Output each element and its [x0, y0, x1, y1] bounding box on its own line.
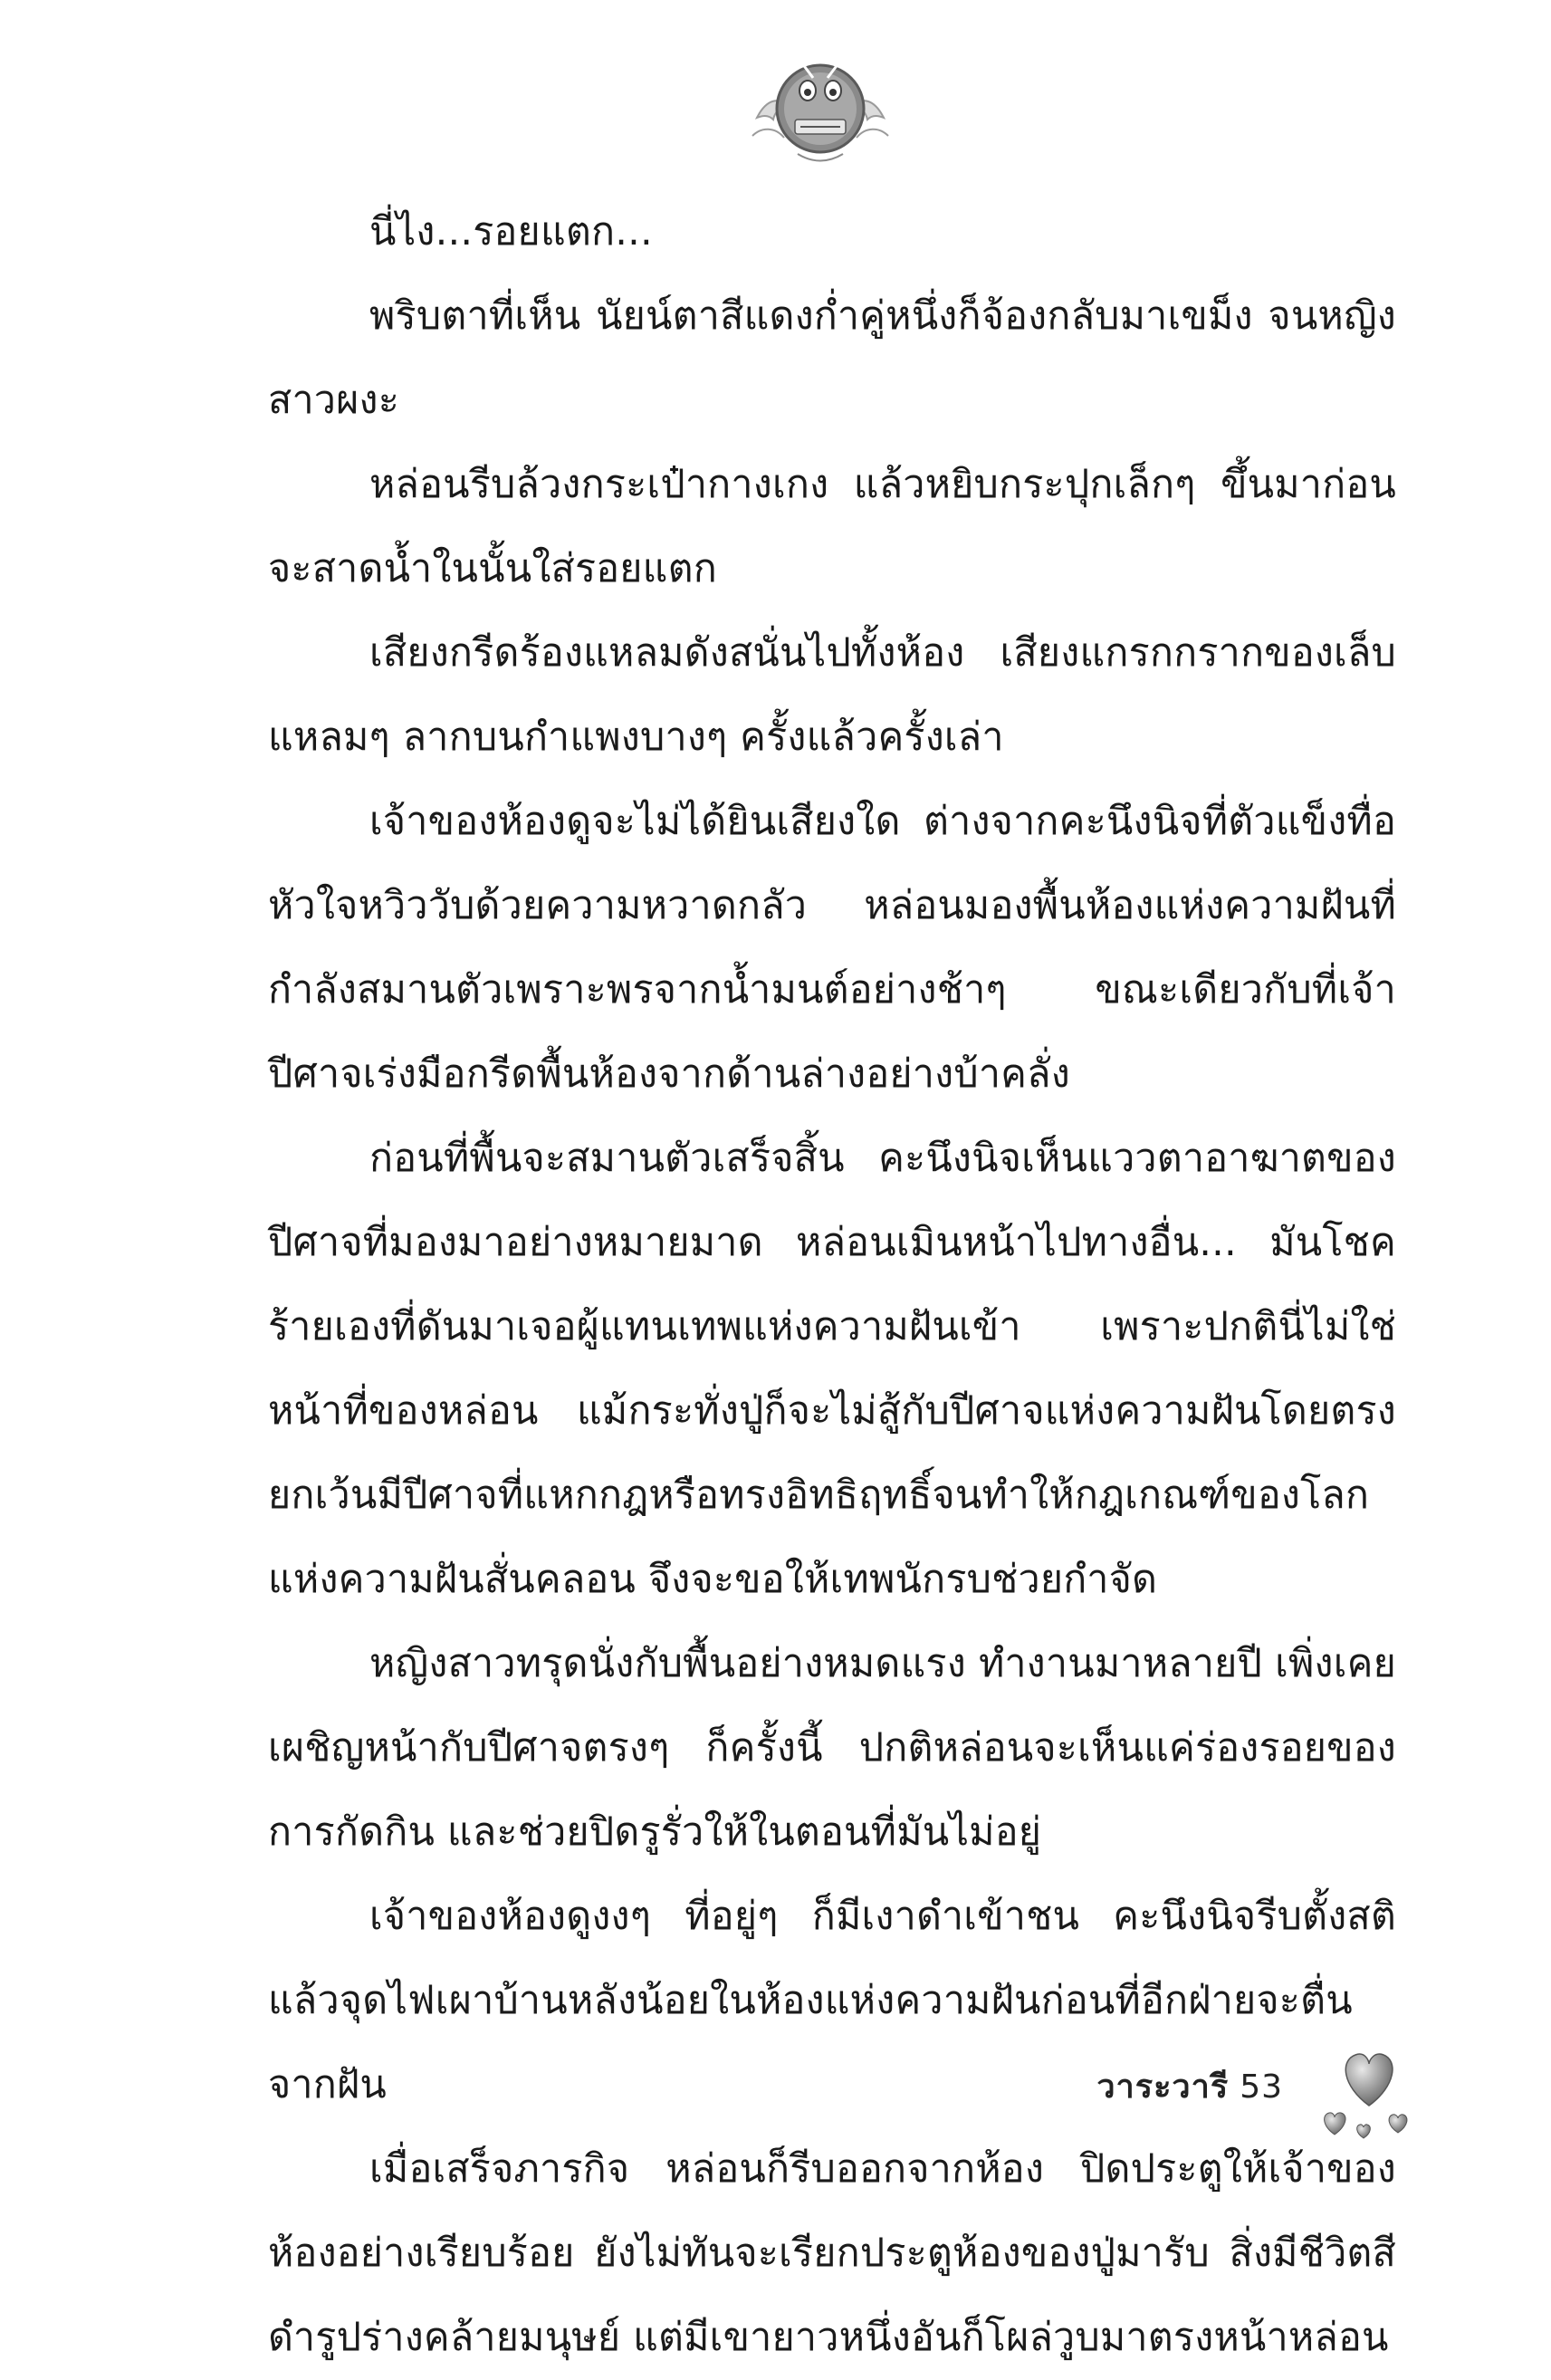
paragraph: พริบตาที่เห็น นัยน์ตาสีแดงก่ำคู่หนึ่งก็จ้องกลับมาเขม็ง จนหญิงสาวผงะ — [268, 293, 1396, 423]
page-number: 53 — [1240, 2068, 1283, 2106]
page-footer — [1096, 2060, 1283, 2112]
paragraph: หล่อนรีบล้วงกระเป๋ากางเกง แล้วหยิบกระปุกเล็กๆ ขึ้นมาก่อนจะสาดน้ำในนั้นใส่รอยแตก — [268, 462, 1396, 591]
paragraph: หญิงสาวทรุดนั่งกับพื้นอย่างหมดแรง ทำงานมาหลายปี เพิ่งเคยเผชิญหน้ากับปีศาจตรงๆ ก็ครั้งนี้ ปกติหล่อนจะเห็นแค่ร่องรอยของการกัดกิน และช่วยปิดรูรั่วให้ในตอนที่มันไม่อยู่ — [268, 1641, 1396, 1855]
paragraph: ก่อนที่พื้นจะสมานตัวเสร็จสิ้น คะนึงนิจเห็นแววตาอาฆาตของปีศาจที่มองมาอย่างหมายมาด หล่อนเมินหน้าไปทางอื่น... มันโชคร้ายเองที่ดันมาเจอผู้แทนเทพแห่งความฝันเข้า เพราะปกตินี่ไม่ใช่หน้าที่ของหล่อน แม้กระทั่งปู่ก็จะไม่สู้กับปีศาจแห่งความฝันโดยตรง ยกเว้นมีปีศาจที่แหกกฎหรือทรงอิทธิฤทธิ์จนทำให้กฎเกณฑ์ของโลกแห่งความฝันสั่นคลอน จึงจะขอให้เทพนักรบช่วยกำจัด — [268, 1136, 1396, 1602]
paragraph: เมื่อเสร็จภารกิจ หล่อนก็รีบออกจากห้อง ปิดประตูให้เจ้าของห้องอย่างเรียบร้อย ยังไม่ทันจะเรียกประตูห้องของปู่มารับ สิ่งมีชีวิตสีดำรูปร่างคล้ายมนุษย์ แต่มีเขายาวหนึ่งอันก็โผล่วูบมาตรงหน้าหล่อน — [268, 2146, 1396, 2360]
hearts-icon — [1315, 2042, 1423, 2142]
paragraph: เจ้าของห้องดูจะไม่ได้ยินเสียงใด ต่างจากคะนึงนิจที่ตัวแข็งทื่อหัวใจหวิววับด้วยความหวาดกลัว หล่อนมองพื้นห้องแห่งความฝันที่กำลังสมานตัวเพราะพรจากน้ำมนต์อย่างช้าๆ ขณะเดียวกับที่เจ้าปีศาจเร่งมือกรีดพื้นห้องจากด้านล่างอย่างบ้าคลั่ง — [268, 799, 1396, 1097]
book-title: วาระวารี — [1096, 2068, 1230, 2106]
paragraph: นี่ไง...รอยแตก... — [369, 209, 653, 254]
page-body — [268, 190, 1396, 2380]
publisher-emblem-icon — [748, 36, 893, 172]
paragraph: เจ้าของห้องดูงงๆ ที่อยู่ๆ ก็มีเงาดำเข้าชน คะนึงนิจรีบตั้งสติแล้วจุดไฟเผาบ้านหลังน้อยในห้องแห่งความฝันก่อนที่อีกฝ่ายจะตื่นจากฝัน — [268, 1894, 1396, 2107]
paragraph: เสียงกรีดร้องแหลมดังสนั่นไปทั้งห้อง เสียงแกรกกรากของเล็บแหลมๆ ลากบนกำแพงบางๆ ครั้งแล้วครั้งเล่า — [268, 630, 1396, 760]
